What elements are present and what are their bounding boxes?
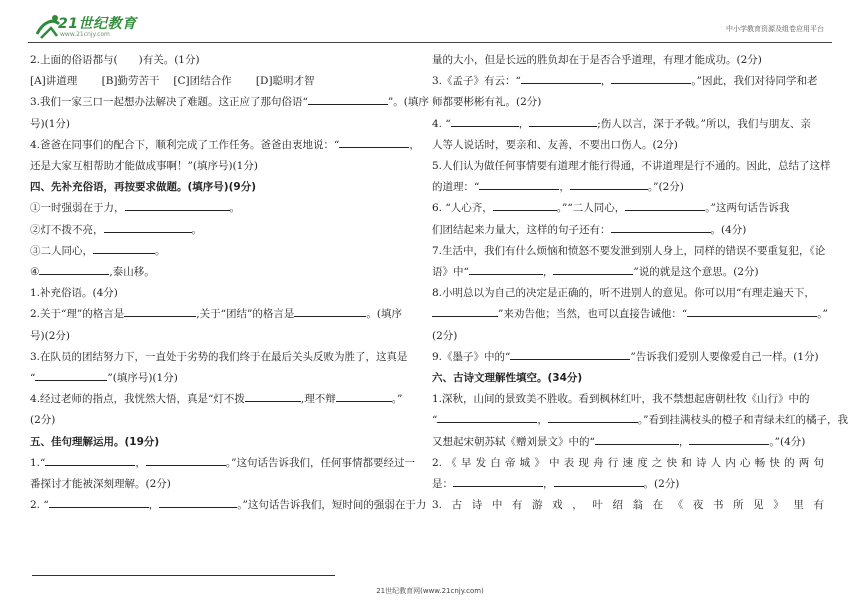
text-segment: 。(填序 [366,308,402,321]
text-segment: 4. “ [432,117,451,130]
text-segment: ”。(填序 [387,96,429,109]
text-segment: 2. “ [30,499,49,512]
answer-blank[interactable] [146,454,226,466]
text-segment: 9.《墨子》中的“ [432,350,511,363]
text-line [432,262,824,283]
text-segment: 番探讨才能被深刻理解。(2分) [30,478,171,491]
text-segment: 五、佳句理解运用。(19分) [30,435,160,448]
text-segment: 2.关于“理”的格言是 [30,308,125,321]
text-segment: ;伤人以言，深于矛戟。”所以，我们与朋友、亲 [597,117,811,130]
text-segment: [A]讲道理 [B]勤劳苦干 [C]团结合作 [D]聪明才智 [30,75,315,88]
text-segment: ④ [30,266,40,279]
text-segment: 1.深秋，山间的景致美不胜收。看到枫林红叶，我不禁想起唐朝杜牧《山行》中的 [432,393,810,406]
text-line [432,410,848,431]
answer-blank[interactable] [104,221,192,233]
answer-blank[interactable] [45,454,135,466]
text-segment: 们团结起来力量大，这样的句子还有： [432,223,611,236]
text-line [432,177,824,198]
text-line [30,241,425,262]
text-segment: ,理不辩 [300,393,336,406]
text-segment: 的道理：“ [432,181,480,194]
answer-blank[interactable] [294,305,366,317]
text-line [30,474,425,495]
text-line [30,114,425,135]
text-segment: 。”(2分) [647,181,684,194]
text-line [30,283,425,304]
text-line [432,241,824,262]
text-segment: “ [432,414,438,427]
text-line [30,262,425,283]
text-segment: 。” [391,393,403,406]
answer-blank[interactable] [125,199,230,211]
answer-blank[interactable] [336,390,392,402]
answer-blank[interactable] [469,263,543,275]
answer-blank[interactable] [570,178,648,190]
platform-name: 中小学教育资源及组卷应用平台 [726,25,824,33]
text-segment: 2.《早发白帝城》中表现舟行速度之快和诗人内心畅快的两句 [432,456,824,469]
text-segment: ， [135,456,146,469]
text-segment: 四、先补充俗语，再按要求做题。(填序号)(9分) [30,181,257,194]
text-segment: ”说的就是这个意思。(2分) [633,266,759,279]
text-line [432,453,824,474]
text-segment: ,关于“团结”的格言是 [196,308,295,321]
text-segment: ③二人同心， [30,244,93,257]
text-line [30,304,425,325]
text-segment: 4.经过老师的指点，我恍然大悟，真是“灯不拨 [30,393,245,406]
text-segment: 是： [432,478,453,491]
text-line [432,432,824,453]
text-line [30,389,425,410]
text-segment: 。(2分) [643,478,680,491]
footer-divider [32,575,335,576]
text-segment: ， [409,138,420,151]
text-segment: ， [518,117,530,130]
text-segment: 4.爸爸在同事们的配合下，顺利完成了工作任务。爸爸由衷地说：“ [30,138,340,151]
text-segment: 3.古诗中有游戏，叶绍翁在《夜书所见》里有 [432,499,824,512]
text-segment: ”(填序号)(1分) [107,372,178,385]
text-segment: 3.《孟子》有云：“ [432,75,521,88]
answer-blank[interactable] [35,369,107,381]
answer-blank[interactable] [49,496,149,508]
text-line [432,71,824,92]
text-segment: 7.生活中，我们有什么烦恼和愤怒不要发泄到别人身上，同样的错误不要重复犯，《论 [432,244,826,257]
answer-blank[interactable] [339,136,409,148]
text-segment: 。”这两句话告诉我 [705,202,790,215]
answer-blank[interactable] [159,496,237,508]
text-segment: ， [537,414,548,427]
answer-blank[interactable] [554,475,644,487]
text-segment: 。” [817,308,828,321]
text-segment: 人等人说话时，要亲和、友善，不要出口伤人。(2分) [432,138,678,151]
answer-blank[interactable] [611,72,691,84]
text-segment: ， [678,435,690,448]
text-segment: 号)(2分) [30,329,70,342]
text-segment: 又想起宋朝苏轼《赠刘景文》中的“ [432,435,595,448]
answer-blank[interactable] [521,72,601,84]
text-segment: ， [542,266,554,279]
text-segment: 。”因此，我们对待同学和老 [691,75,818,88]
answer-blank[interactable] [625,199,705,211]
text-line [432,156,831,177]
text-segment: 。 [229,202,240,215]
text-segment: ”告诉我们爱别人要像爱自己一样。(1分) [630,350,819,363]
answer-blank[interactable] [510,348,630,360]
text-line [432,389,824,410]
text-line [30,198,425,219]
text-segment: 六、古诗文理解性填空。(34分) [432,372,583,385]
answer-blank[interactable] [432,305,498,317]
text-line [30,326,425,347]
answer-blank[interactable] [451,115,519,127]
text-line [30,50,425,71]
text-line [432,198,824,219]
text-segment: ,泰山移。 [109,266,155,279]
text-segment: ， [543,478,554,491]
text-segment: 。 [155,244,166,257]
answer-blank[interactable] [245,390,301,402]
text-line [432,304,828,325]
text-segment: 还是大家互相帮助才能做成事啊！”(填序号)(1分) [30,160,258,173]
text-segment: 。”这句话告诉我们，任何事情都要经过一 [225,456,416,469]
text-line [30,220,425,241]
text-segment: 量的大小，但是长远的胜负却在于是否合乎道理，有理才能成功。(2分) [432,54,762,66]
text-line [30,71,425,92]
text-line [432,495,824,516]
text-segment: 8.小明总以为自己的决定是正确的，听不进别人的意见。你可以用“有理走遍天下， [432,287,815,300]
text-line [30,410,425,431]
text-segment: 语》中“ [432,266,469,279]
text-segment: 。”看到挂满枝头的橙子和青绿未红的橘子，我 [637,414,848,427]
text-segment: 3.我们一家三口一起想办法解决了难题。这正应了那句俗语“ [30,96,308,109]
header-divider [28,42,832,43]
text-segment: ”来劝告他；当然，也可以直接告诫他：“ [498,308,688,321]
text-segment: 3.在队员的团结努力下，一直处于劣势的我们终于在最后关头反败为胜了，这真是 [30,350,408,363]
answer-blank[interactable] [553,263,633,275]
text-line [30,135,425,156]
answer-blank[interactable] [308,93,388,105]
footer-source: 21世纪教育网(www.21cnjy.com) [376,587,484,595]
text-segment: ①一时强弱在于力， [30,202,125,215]
text-segment: 号)(1分) [30,117,70,130]
answer-blank[interactable] [687,305,817,317]
answer-blank[interactable] [39,263,109,275]
logo-text: 21世纪教育 [58,16,137,32]
text-segment: 师都要彬彬有礼。(2分) [432,96,542,109]
text-line [432,114,824,135]
text-segment: ， [600,75,612,88]
section-heading [432,368,824,389]
text-line [30,347,425,368]
text-segment: ②灯不拨不亮， [30,223,104,236]
text-segment: 。(4分) [710,223,747,236]
text-line [432,474,824,495]
answer-blank[interactable] [124,305,196,317]
answer-blank[interactable] [493,199,557,211]
text-line [432,347,824,368]
text-segment: (2分) [30,414,56,427]
answer-blank[interactable] [611,221,711,233]
text-line [432,92,824,113]
answer-blank[interactable] [453,475,543,487]
text-segment: 6. “人心齐， [432,202,493,215]
answer-blank[interactable] [93,242,155,254]
text-segment: 2.上面的俗语都与( )有关。(1分) [30,54,200,66]
text-line [30,92,429,113]
answer-blank[interactable] [548,411,638,423]
text-line [30,156,425,177]
text-segment: 。”“二人同心， [556,202,626,215]
text-line [432,220,824,241]
text-line [30,453,425,474]
text-line [432,135,824,156]
text-line [432,50,824,71]
text-segment: ， [559,181,570,194]
text-segment: 。”(4分) [769,435,806,448]
text-segment: 。”这句话告诉我们，短时间的强弱在于力 [237,499,427,512]
answer-blank[interactable] [595,433,679,445]
logo-url: www.21cnjy.com [60,31,110,38]
answer-blank[interactable] [529,115,597,127]
answer-blank[interactable] [479,178,559,190]
text-line [432,326,824,347]
answer-blank[interactable] [437,411,537,423]
text-segment: ， [148,499,160,512]
section-heading [30,432,425,453]
answer-blank[interactable] [689,433,769,445]
text-segment: 1.“ [30,456,46,469]
text-segment: “ [30,372,36,385]
text-segment: 1.补充俗语。(4分) [30,287,118,300]
section-heading [30,177,425,198]
right-column [432,50,848,516]
text-segment: 。 [191,223,202,236]
text-line [432,283,824,304]
text-segment: 5.人们认为做任何事情要有道理才能行得通，不讲道理是行不通的。因此，总结了这样 [432,160,831,173]
left-column [30,50,429,516]
text-line [30,495,425,516]
text-segment: (2分) [432,329,458,342]
text-line [30,368,425,389]
